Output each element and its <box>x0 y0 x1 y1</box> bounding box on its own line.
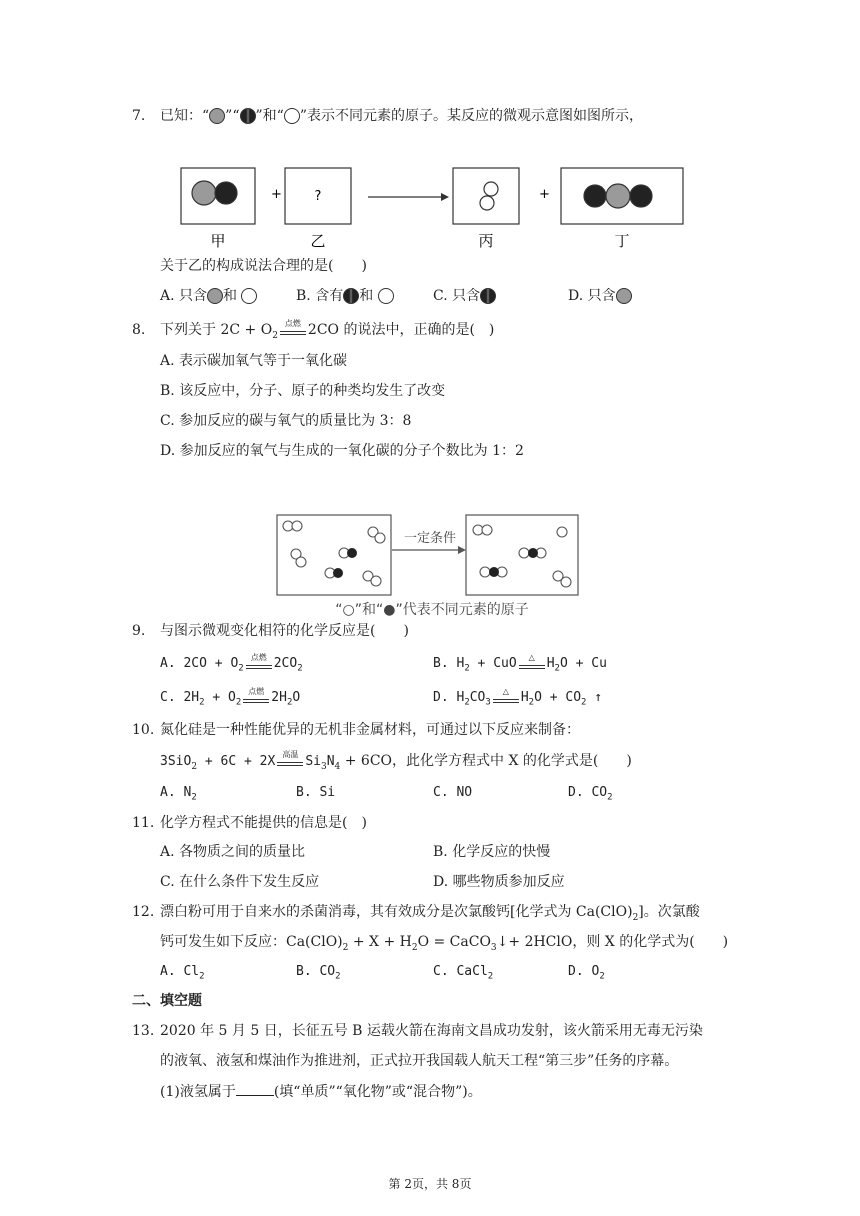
subscript: 2 <box>191 761 198 772</box>
formula-text: O <box>292 690 301 705</box>
white-atom-icon <box>241 288 257 304</box>
stem-text: 钙可发生如下反应：Ca(ClO) <box>160 934 343 950</box>
question-stem: 与图示微观变化相符的化学反应是( ) <box>160 623 409 639</box>
plus-sign: + <box>271 187 282 202</box>
option-c[interactable]: C. 在什么条件下发生反应 <box>160 874 320 890</box>
reaction-condition <box>277 750 303 769</box>
white-atom-icon <box>284 108 300 124</box>
option-b[interactable] <box>296 962 341 987</box>
dark-atom-icon <box>528 548 538 558</box>
option-c[interactable] <box>433 962 493 987</box>
dark-atom-icon <box>630 185 652 207</box>
subscript: 3 <box>320 761 327 772</box>
stem-text: 漂白粉可用于自来水的杀菌消毒，其有效成分是次氯酸钙[化学式为 Ca(ClO) <box>160 904 633 920</box>
option-d[interactable] <box>568 286 632 306</box>
option-text: D. O <box>568 964 600 979</box>
question-stem <box>160 320 494 346</box>
question-number: 10. <box>132 722 155 738</box>
grey-atom-icon <box>209 108 225 124</box>
option-d[interactable]: D. 参加反应的氧气与生成的一氧化碳的分子个数比为 1：2 <box>160 443 524 459</box>
formula-text: 2H <box>271 690 287 705</box>
equation-line <box>160 751 632 777</box>
subscript: 2 <box>487 971 494 982</box>
formula-text: B. H <box>433 656 465 671</box>
option-text: A. Cl <box>160 964 200 979</box>
white-atom-icon <box>480 196 494 210</box>
stem-text: 2CO 的说法中，正确的是( ) <box>307 322 495 338</box>
option-c[interactable]: C. NO <box>433 785 473 800</box>
stem-text: + 6CO，此化学方程式中 X 的化学式是( ) <box>340 753 632 769</box>
option-b[interactable]: B. 该反应中，分子、原子的种类均发生了改变 <box>160 383 446 399</box>
formula-text: 2CO <box>273 656 298 671</box>
stem-text: ”表示不同元素的原子。某反应的微观示意图如图所示， <box>299 108 643 124</box>
subscript: 3 <box>490 942 497 953</box>
condition-text: 点燃 <box>284 319 301 328</box>
formula-text: + CuO <box>469 656 517 671</box>
stem-text: 已知：“ <box>160 108 210 124</box>
up-arrow-icon: ↑ <box>586 690 603 705</box>
subscript: 2 <box>286 697 293 708</box>
question-number: 12. <box>132 904 155 920</box>
stem-text: 下列关于 2C + O <box>160 322 273 338</box>
arrow-head-icon <box>458 546 466 554</box>
subscript: 2 <box>235 697 242 708</box>
label-jia: 甲 <box>210 232 226 250</box>
reaction-condition <box>493 686 519 706</box>
subscript: 2 <box>554 663 560 674</box>
option-text: B. CO <box>296 964 336 979</box>
question-number: 8. <box>132 322 146 338</box>
grey-atom-icon <box>616 288 632 304</box>
subscript: 2 <box>607 792 613 803</box>
option-a[interactable]: A. 各物质之间的质量比 <box>160 844 306 860</box>
option-text: C. 只含 <box>433 288 481 304</box>
question-number: 11. <box>132 815 155 831</box>
option-text: A. 只含 <box>160 288 208 304</box>
option-d[interactable]: D. 哪些物质参加反应 <box>433 874 565 890</box>
option-b[interactable] <box>296 286 394 306</box>
condition-text: 点燃 <box>248 686 265 696</box>
option-text: C. CaCl <box>433 964 488 979</box>
label-ding: 丁 <box>614 232 630 250</box>
figure-caption: “○”和“●”代表不同元素的原子 <box>335 602 529 618</box>
subscript: 2 <box>238 663 244 674</box>
option-text: 和 <box>223 288 238 304</box>
formula-text: A. 2CO + O <box>160 656 239 671</box>
subscript: 2 <box>272 330 278 341</box>
option-text: 和 <box>359 288 374 304</box>
option-text: D. CO <box>568 785 608 800</box>
reaction-diagram <box>175 160 695 255</box>
question-part <box>160 1081 482 1102</box>
stem-text: ”和“ <box>255 108 284 124</box>
arrow-label: 一定条件 <box>403 531 457 546</box>
condition-text: △ <box>528 652 535 662</box>
dark-atom-icon <box>343 288 359 304</box>
option-text: B. 含有 <box>296 288 344 304</box>
option-a[interactable] <box>160 654 303 679</box>
subscript: 3 <box>485 697 491 708</box>
plus-sign: + <box>539 187 550 202</box>
stem-text: + X + H <box>348 934 412 950</box>
dark-atom-icon <box>347 548 357 558</box>
subscript: 2 <box>632 912 639 923</box>
subscript: 2 <box>581 697 587 708</box>
reaction-condition <box>519 652 545 672</box>
subscript: 2 <box>335 971 341 982</box>
condition-text: 高温 <box>282 750 299 759</box>
reaction-condition <box>246 652 272 672</box>
stem-text: (填“单质”“氧化物”或“混合物”)。 <box>273 1084 482 1100</box>
option-b[interactable]: B. Si <box>296 785 336 800</box>
formula-text: H <box>520 690 529 705</box>
question-stem: 氮化硅是一种性能优异的无机非金属材料，可通过以下反应来制备： <box>160 722 580 738</box>
formula-text: CO <box>469 690 486 705</box>
option-text: A. N <box>160 785 192 800</box>
label-yi: 乙 <box>310 232 326 250</box>
section-heading: 二、填空题 <box>132 993 202 1009</box>
formula-text: Si <box>305 754 321 769</box>
white-atom-icon <box>484 182 498 196</box>
grey-atom-icon <box>606 184 630 208</box>
option-d[interactable] <box>433 688 602 713</box>
stem-text: ]。次氯酸 <box>638 904 700 920</box>
condition-text: △ <box>502 686 509 696</box>
grey-atom-icon <box>207 288 223 304</box>
question-stem: 化学方程式不能提供的信息是( ) <box>160 815 367 831</box>
option-c[interactable]: C. 参加反应的碳与氧气的质量比为 3：8 <box>160 413 412 429</box>
option-a[interactable] <box>160 286 257 306</box>
option-c[interactable] <box>160 688 300 713</box>
subscript: 2 <box>199 971 205 982</box>
subscript: 2 <box>199 697 205 708</box>
stem-text: (1)液氢属于 <box>160 1084 236 1100</box>
option-text: D. 只含 <box>568 288 616 304</box>
question-number: 13. <box>132 1023 155 1039</box>
option-a[interactable] <box>160 962 205 987</box>
formula-text: N <box>326 754 335 769</box>
page-footer: 第 2页，共 8页 <box>388 1177 472 1191</box>
dark-atom-icon <box>240 108 256 124</box>
question-text: 关于乙的构成说法合理的是( ) <box>160 258 367 274</box>
subscript: 2 <box>411 942 418 953</box>
stem-text: O = CaCO <box>417 934 491 950</box>
grey-atom-icon <box>192 181 216 205</box>
question-number: 9. <box>132 623 146 639</box>
arrow-head-icon <box>441 193 449 201</box>
question-stem: 的液氧、液氢和煤油作为推进剂，正式拉开我国载人航天工程“第三步”任务的序幕。 <box>160 1053 679 1069</box>
dark-atom-icon <box>584 185 606 207</box>
option-d[interactable] <box>568 962 605 987</box>
stem-text: ”“ <box>225 108 240 124</box>
question-stem <box>160 106 643 126</box>
option-c[interactable] <box>433 286 496 306</box>
formula-text: H <box>546 656 555 671</box>
subscript: 2 <box>528 697 535 708</box>
micro-change-figure <box>272 510 584 620</box>
label-bing: 丙 <box>478 232 494 250</box>
question-stem <box>160 902 700 928</box>
dark-atom-icon <box>480 288 496 304</box>
subscript: 2 <box>599 971 605 982</box>
answer-blank[interactable] <box>236 1081 274 1096</box>
white-atom-icon <box>378 288 394 304</box>
option-b[interactable]: B. 化学反应的快慢 <box>433 844 551 860</box>
dark-atom-icon <box>215 182 237 204</box>
question-stem <box>160 932 728 958</box>
formula-text: D. H <box>433 690 465 705</box>
formula-text: C. 2H <box>160 690 200 705</box>
subscript: 2 <box>297 663 303 674</box>
subscript: 2 <box>191 792 197 803</box>
option-a[interactable] <box>160 783 197 808</box>
option-a[interactable]: A. 表示碳加氧气等于一氧化碳 <box>160 353 348 369</box>
question-stem: 2020 年 5 月 5 日，长征五号 B 运载火箭在海南文昌成功发射，该火箭采用无毒无污染 <box>160 1023 703 1039</box>
option-b[interactable] <box>433 654 607 679</box>
formula-text: O + CO <box>534 690 582 705</box>
dark-atom-icon <box>333 568 343 578</box>
subscript: 2 <box>464 663 470 674</box>
subscript: 2 <box>464 697 470 708</box>
subscript: 2 <box>342 942 349 953</box>
unknown-mark: ? <box>314 189 322 204</box>
reaction-condition <box>280 319 306 338</box>
stem-text: ↓+ 2HClO，则 X 的化学式为( ) <box>496 934 729 950</box>
question-number: 7. <box>132 108 146 124</box>
formula-text: + O <box>204 690 236 705</box>
option-d[interactable] <box>568 783 613 808</box>
formula-text: + 6C + 2X <box>197 754 276 769</box>
reaction-condition <box>243 686 269 706</box>
condition-text: 点燃 <box>250 652 267 662</box>
subscript: 4 <box>334 761 341 772</box>
formula-text: 3SiO <box>160 754 192 769</box>
dark-atom-icon <box>489 567 499 577</box>
formula-text: O + Cu <box>559 656 607 671</box>
